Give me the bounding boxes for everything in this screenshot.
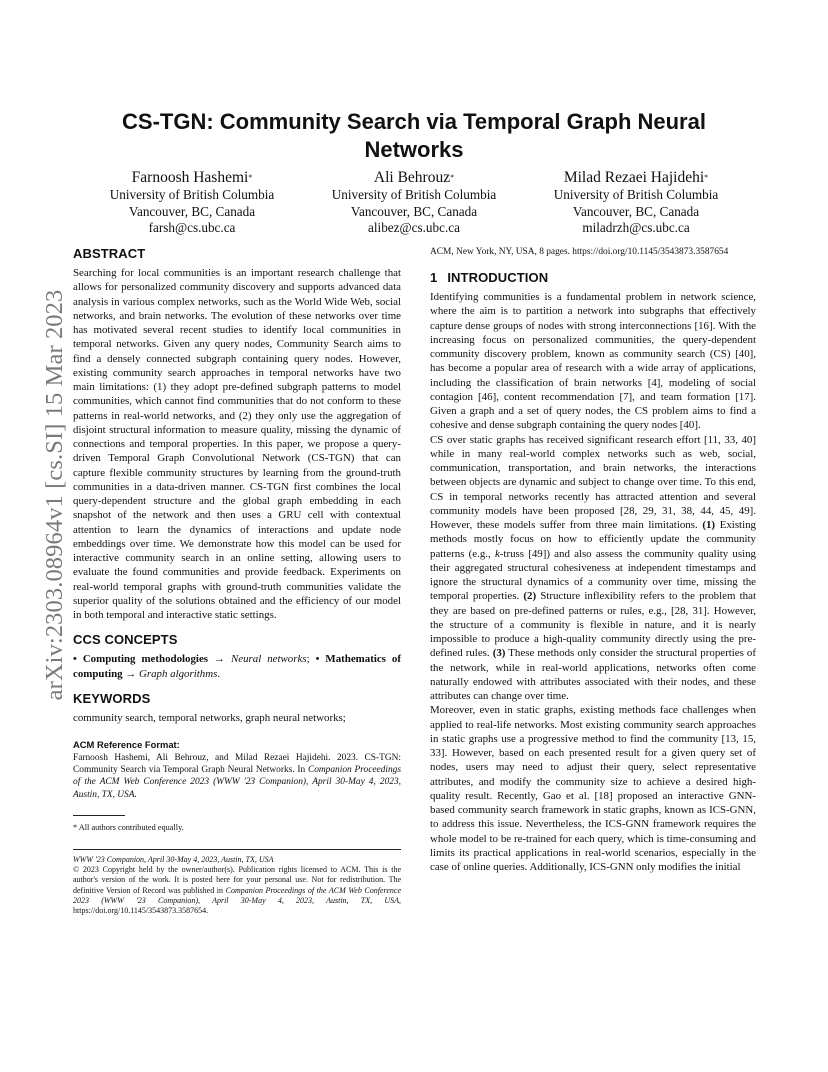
author-mark: * bbox=[248, 173, 253, 182]
author-name: Farnoosh Hashemi bbox=[131, 169, 249, 186]
author-block bbox=[82, 168, 302, 237]
right-column bbox=[430, 246, 756, 874]
intro-paragraph: CS over static graphs has received significant research effort [11, 33, 40] while in many real-world complex networks such as web, social, communication, transportation, and brain networks, the interactions between objects are dynamic and subject to change over time. To this end, CS in temporal networks recently has attracted attention and several community models have been proposed [28, 29, 31, 38, 44, 45, 49]. However, these models suffer from three main limitations. (1) Existing methods mostly focus on how to efficiently update the community patterns (e.g., k-truss [49]) and also assess the community quality using their aggregated structural cohesiveness at independent timestamps and ignore the structural dynamics of a community over time, missing the temporal properties. (2) Structure inflexibility refers to the problem that they are based on pre-defined patterns or rules, e.g., [28, 31]. However, the structure of a community is flexible in nature, and it is nearly impossible to produce a high-quality community directly using the pre-defined rules. (3) These methods only consider the structural properties of the network, while in real-world applications, networks often come naturally endowed with attributes associated with their nodes, and these attributes can change over time. bbox=[430, 433, 757, 703]
left-column bbox=[73, 246, 401, 917]
abstract-text: Searching for local communities is an important research challenge that allows for personalized community discovery and supports advanced data analysis in various complex networks, such as the World Wide Web, social networks, and brain networks. The evolution of these networks over time has motivated several recent studies to identify local communities in temporal networks. Given any query nodes, Community Search aims to find a densely connected subgraph containing query nodes. However, existing community search approaches in temporal networks have two main limitations: (1) they adopt pre-defined subgraph patterns to model communities, which cannot find communities that do not conform to these patterns in real-world networks, and (2) they only use the aggregation of disjoint structural information to measure quality, missing the dynamic of connections and temporal properties. In this paper, we propose a query-driven Temporal Graph Convolutional Network (CS-TGN) that can capture flexible community structures by learning from the ground-truth communities in a data-driven manner. CS-TGN first combines the local query-dependent structure and the global graph embedding in each snapshot of the network and then uses a GRU cell with contextual attention to learn the dynamics of interactions and update node embeddings over time. We demonstrate how this model can be used for interactive community search in an online setting, allowing users to evaluate the found communities and provide feedback. Experiments on real-world temporal graphs with ground-truth communities validate the superior quality of the solutions obtained and the efficiency of our model in both temporal and interactive static settings. bbox=[73, 267, 401, 621]
author-block bbox=[304, 168, 524, 237]
author-email: farsh@cs.ubc.ca bbox=[148, 220, 236, 235]
author-location: Vancouver, BC, Canada bbox=[572, 203, 700, 219]
author-mark: * bbox=[704, 173, 709, 182]
author-name: Milad Rezaei Hajidehi bbox=[563, 169, 705, 186]
arxiv-identifier: arXiv:2303.08964v1 [cs.SI] 15 Mar 2023 bbox=[41, 289, 68, 701]
author-email: miladrzh@cs.ubc.ca bbox=[582, 220, 690, 235]
keywords-heading: KEYWORDS bbox=[73, 690, 151, 706]
intro-paragraph: Moreover, even in static graphs, existing methods face challenges when applied to real-life networks. Most existing community search approaches in static graphs use a progressive method to find the community [13, 15, 33]. However, based on each presented result for a given query set of nodes, users may need to adjust their query, select representative attributes, and modify the community size to achieve a desired high-quality result. Recently, Gao et al. [18] proposed an interactive GNN-based community search framework in static graphs, known as ICS-GNN, to address this issue. Nevertheless, the ICS-GNN framework requires the whole model to be re-trained for each query, which is time-consuming and limits its practical applications in real-world scenarios, especially in the case of online queries. Additionally, ICS-GNN only modifies the initial bbox=[430, 704, 756, 874]
footnote: * All authors contributed equally. bbox=[73, 822, 184, 832]
paper-title: CS-TGN: Community Search via Temporal Graph Neural Networks bbox=[122, 109, 706, 162]
author-location: Vancouver, BC, Canada bbox=[350, 203, 478, 219]
author-affiliation: University of British Columbia bbox=[331, 187, 497, 202]
ccs-heading: CCS CONCEPTS bbox=[73, 632, 178, 648]
acm-reference-text: Farnoosh Hashemi, Ali Behrouz, and Milad Rezaei Hajidehi. 2023. CS-TGN: Community Search via Temporal Graph Neural Networks. In Companion Proceedings of the ACM Web Conference 2023 (WWW '23 Companion), April 30-May 4, 2023, Austin, TX, USA. bbox=[73, 753, 401, 800]
footnote-rule bbox=[73, 815, 125, 816]
ccs-concepts: • Computing methodologies → Neural networks; • Mathematics of computing → Graph algorithms. bbox=[73, 653, 401, 680]
copyright-venue: WWW '23 Companion, April 30-May 4, 2023, Austin, TX, USA bbox=[73, 854, 274, 864]
acm-reference-continued: ACM, New York, NY, USA, 8 pages. https://doi.org/10.1145/3543873.3587654 bbox=[430, 247, 729, 257]
introduction-heading: 1 INTRODUCTION bbox=[430, 270, 549, 286]
intro-paragraph: Identifying communities is a fundamental problem in network science, where the aim is to partition a network into subgraphs that effectively capture dense groups of nodes with strong interconnections [16]. With the increasing focus on personalized communities, the query-dependent community discovery problem, known as community search (CS) [40], has become a popular area of research with a wide array of applications, including the classification of brain networks [4], modeling of social contagion [46], content recommendation [7], and team formation [17]. Given a graph and a set of query nodes, the CS problem aims to find a cohesive and dense subgraph containing the query nodes [40]. bbox=[430, 291, 756, 432]
author-affiliation: University of British Columbia bbox=[553, 187, 719, 202]
author-location: Vancouver, BC, Canada bbox=[128, 203, 256, 219]
copyright-text: © 2023 Copyright held by the owner/author(s). Publication rights licensed to ACM. This is the author's version of the work. It is posted here for your personal use. Not for redistribution. The definitive Version of Record was published in Companion Proceedings of the ACM Web Conference 2023 (WWW '23 Companion), April 30-May 4, 2023, Austin, TX, USA, https://doi.org/10.1145/3543873.3587654. bbox=[73, 865, 401, 916]
abstract-heading: ABSTRACT bbox=[73, 246, 146, 261]
copyright-rule bbox=[73, 849, 401, 850]
copyright-block bbox=[73, 855, 401, 917]
author-mark: * bbox=[450, 173, 455, 182]
author-block bbox=[526, 168, 746, 237]
author-name: Ali Behrouz bbox=[373, 169, 451, 186]
keywords-text: community search, temporal networks, graph neural networks; bbox=[73, 711, 346, 724]
author-email: alibez@cs.ubc.ca bbox=[368, 220, 460, 235]
author-affiliation: University of British Columbia bbox=[109, 187, 275, 202]
acm-reference-heading: ACM Reference Format: bbox=[73, 739, 180, 750]
